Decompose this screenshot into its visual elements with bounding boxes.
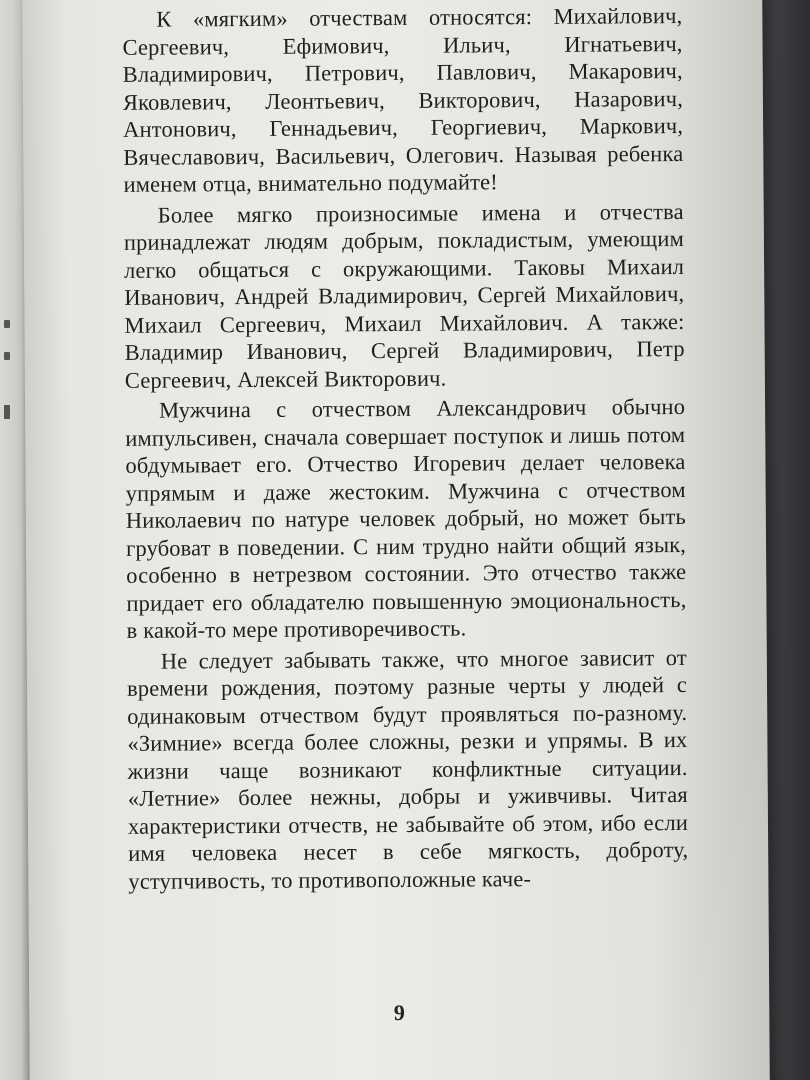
book-page [22,0,770,1080]
edge-mark [4,352,10,360]
edge-mark [4,320,10,328]
edge-mark [4,405,10,419]
paragraph: Более мягко произносимые имена и отчества принадлежат людям добрым, покладистым, умеющим легко общаться с окружающими. Таковы Михаил Иванович, Андрей Владимирович, Сергей Михайлович, Михаил Сергеевич, Михаил Михайлович. А также: Владимир Иванович, Сергей Владимирович, Петр Сергеевич, Алексей Викторович. [123,198,685,393]
paragraph: Мужчина с отчеством Александрович обычно импульсивен, сначала совершает поступок и лишь потом обдумывает его. Отчество Игоревич делает человека упрямым и даже жестоким. Мужчина с отчеством Николаевич по натуре человек добрый, но может быть грубоват в поведении. С ним трудно найти общий язык, особенно в нетрезвом состоянии. Это отчество также придает его обладателю повышенную эмоциональность, в какой-то мере противоречивость. [125,393,687,643]
page-text [122,2,688,895]
paragraph: К «мягким» отчествам относятся: Михайлович, Сергеевич, Ефимович, Ильич, Игнатьевич, Владимирович, Петрович, Павлович, Макарович, Яковлевич, Леонтьевич, Викторович, Назарович, Антонович, Геннадьевич, Георгиевич, Маркович, Вячеславович, Васильевич, Олегович. Называя ребенка именем отца, внимательно подумайте! [122,2,684,197]
paragraph: Не следует забывать также, что многое зависит от времени рождения, поэтому разные черты у людей с одинаковым отчеством будут проявляться по-разному. «Зимние» всегда более сложны, резки и упрямы. В их жизни чаще возникают конфликтные ситуации. «Летние» более нежны, добры и уживчивы. Читая характеристики отчеств, не забывайте об этом, ибо если имя человека несет в себе мягкость, доброту, уступчивость, то противоположные каче- [126,644,689,894]
page-number: 9 [393,999,405,1026]
